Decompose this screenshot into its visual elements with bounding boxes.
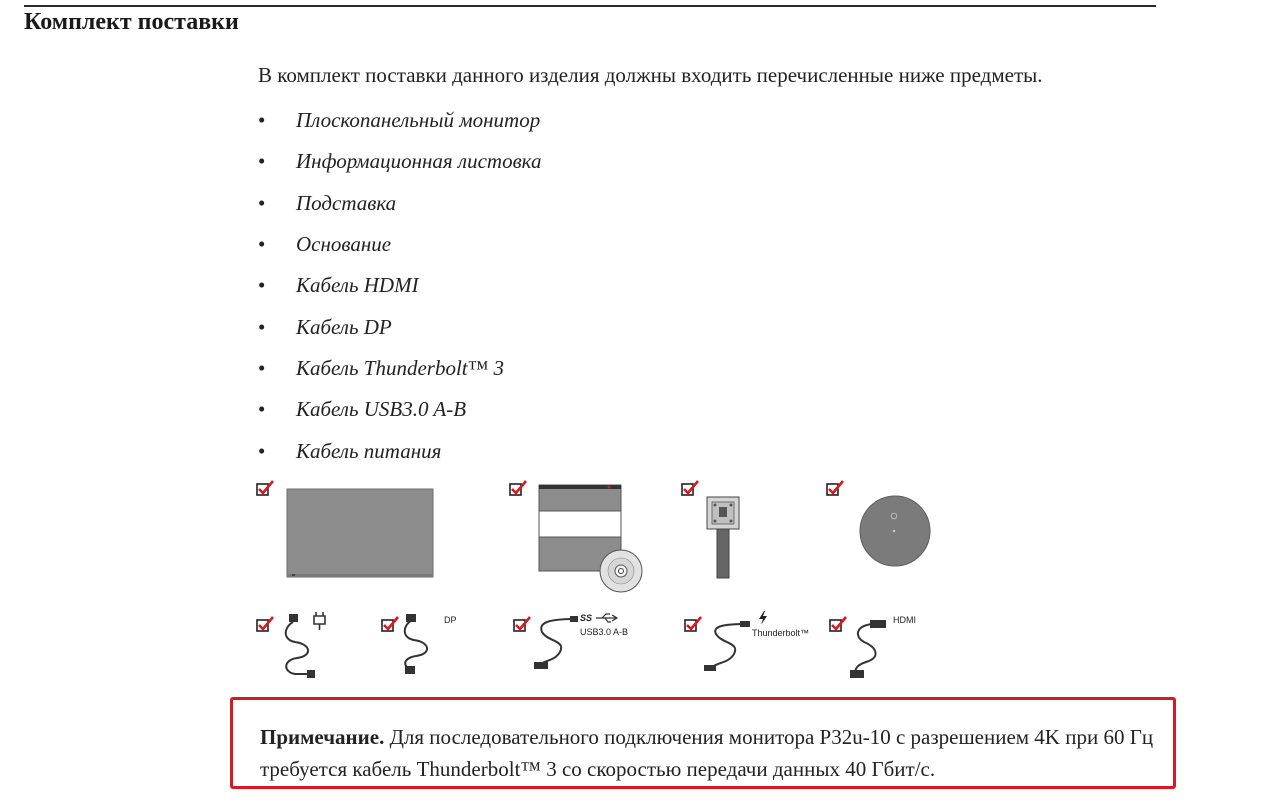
checkbox-checked-icon	[684, 616, 702, 632]
list-item	[258, 306, 541, 347]
section-title: Комплект поставки	[24, 9, 239, 35]
info-sheet-cd-illustration	[537, 483, 645, 593]
usb-trident-icon	[594, 613, 620, 623]
item-label: Кабель USB3.0 A-B	[296, 397, 467, 422]
bullet: •	[258, 108, 266, 133]
checkbox-checked-icon	[509, 480, 527, 496]
thunderbolt-cable-illustration	[702, 612, 752, 672]
checkbox-checked-icon	[381, 616, 399, 632]
top-rule	[24, 5, 1156, 7]
note-body: Для последовательного подключения монитора P32u-10 с разрешением 4K при 60 Гц требуется кабель Thunderbolt™ 3 со скоростью передачи данных 40 Гбит/с.	[260, 725, 1154, 781]
list-item	[258, 348, 541, 389]
item-label: Плоскопанельный монитор	[296, 108, 541, 133]
bullet: •	[258, 314, 266, 339]
item-label: Кабель питания	[296, 438, 442, 463]
intro-text: В комплект поставки данного изделия должны входить перечисленные ниже предметы.	[258, 63, 1043, 87]
usb-cable-illustration	[530, 612, 580, 672]
thunderbolt-label: Thunderbolt™	[752, 628, 810, 638]
checkbox-checked-icon	[829, 616, 847, 632]
checkbox-checked-icon	[826, 480, 844, 496]
hdmi-cable-illustration	[848, 612, 888, 682]
list-item	[258, 389, 541, 430]
bullet: •	[258, 190, 266, 215]
power-cable-illustration	[283, 610, 335, 685]
item-label: Информационная листовка	[296, 149, 542, 174]
contents-list	[258, 100, 541, 472]
list-item	[258, 100, 541, 141]
usb-logo-icon: SS	[580, 613, 593, 623]
list-item	[258, 430, 541, 471]
item-label: Кабель HDMI	[296, 273, 419, 298]
bullet: •	[258, 438, 266, 463]
dp-label: DP	[444, 615, 457, 625]
checkbox-checked-icon	[513, 616, 531, 632]
item-label: Кабель DP	[296, 314, 392, 339]
bullet: •	[258, 397, 266, 422]
note-text	[260, 721, 1160, 785]
note-label: Примечание.	[260, 725, 385, 749]
usb-label: USB3.0 A-B	[580, 627, 629, 637]
thunderbolt-bolt-icon	[758, 611, 768, 625]
bullet: •	[258, 232, 266, 257]
item-label: Кабель Thunderbolt™ 3	[296, 355, 504, 380]
stand-illustration	[704, 495, 744, 581]
item-label: Подставка	[296, 190, 397, 215]
bullet: •	[258, 355, 266, 380]
list-item	[258, 224, 541, 265]
hdmi-label: HDMI	[893, 615, 916, 625]
checkbox-checked-icon	[681, 480, 699, 496]
item-label: Основание	[296, 232, 392, 257]
monitor-illustration	[284, 488, 436, 580]
checkbox-checked-icon	[256, 480, 274, 496]
bullet: •	[258, 149, 266, 174]
list-item	[258, 141, 541, 182]
base-illustration	[857, 495, 933, 567]
note-box	[230, 697, 1176, 789]
bullet: •	[258, 273, 266, 298]
list-item	[258, 183, 541, 224]
checkbox-checked-icon	[256, 616, 274, 632]
list-item	[258, 265, 541, 306]
dp-cable-illustration	[400, 610, 445, 685]
